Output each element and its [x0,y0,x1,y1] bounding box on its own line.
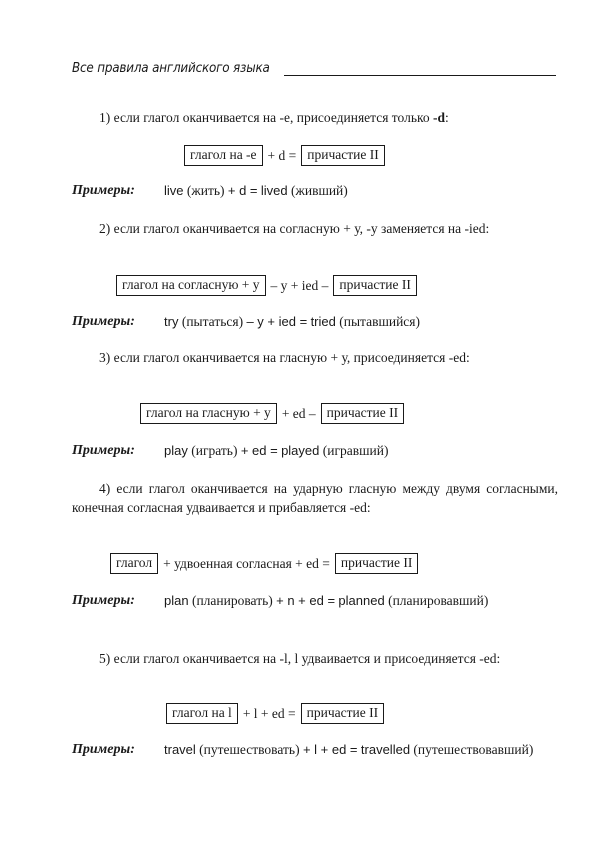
formula-box-participle: причастие II [335,553,418,574]
rule-3-formula [140,403,404,424]
formula-operator: + удвоенная согласная + ed = [163,555,330,571]
formula-box-participle: причастие II [321,403,404,424]
example-label: Примеры: [72,443,135,458]
rule-2-text: 2) если глагол оканчивается на согласную + у, -у заменяется на -ied: [99,221,490,236]
formula-box-verb: глагол на -е [184,145,263,166]
example-label: Примеры: [72,183,135,198]
rule-1-formula [184,145,385,166]
formula-operator: + ed – [281,405,316,421]
example-label: Примеры: [72,742,135,757]
formula-box-participle: причастие II [301,703,384,724]
rule-5-text: 5) если глагол оканчивается на -l, l удваивается и присоединяется -ed: [99,651,501,666]
rule-4-formula [110,553,418,574]
formula-operator: – у + ied – [270,277,329,293]
formula-box-verb: глагол на гласную + у [140,403,277,424]
formula-box-participle: причастие II [301,145,384,166]
formula-box-participle: причастие II [333,275,416,296]
rule-2-formula [116,275,417,296]
formula-operator: + d = [267,147,297,163]
example-label: Примеры: [72,314,135,329]
header-title: Все правила английского языка [72,61,270,76]
rule-3-text: 3) если глагол оканчивается на гласную + у, присоединяется -ed: [99,350,470,365]
formula-box-verb: глагол на согласную + у [116,275,266,296]
page-header [72,60,556,80]
rule-5-formula [166,703,384,724]
example-label: Примеры: [72,593,135,608]
formula-operator: + l + ed = [242,705,296,721]
rule-4-text: 4) если глагол оканчивается на ударную гласную между двумя согласными, конечная согласная удваивается и прибавляется -ed: [72,481,558,515]
formula-box-verb: глагол на l [166,703,238,724]
header-rule [284,75,556,76]
rule-1-text: 1) если глагол оканчивается на -е, присоединяется только -d: [99,110,449,125]
formula-box-verb: глагол [110,553,158,574]
